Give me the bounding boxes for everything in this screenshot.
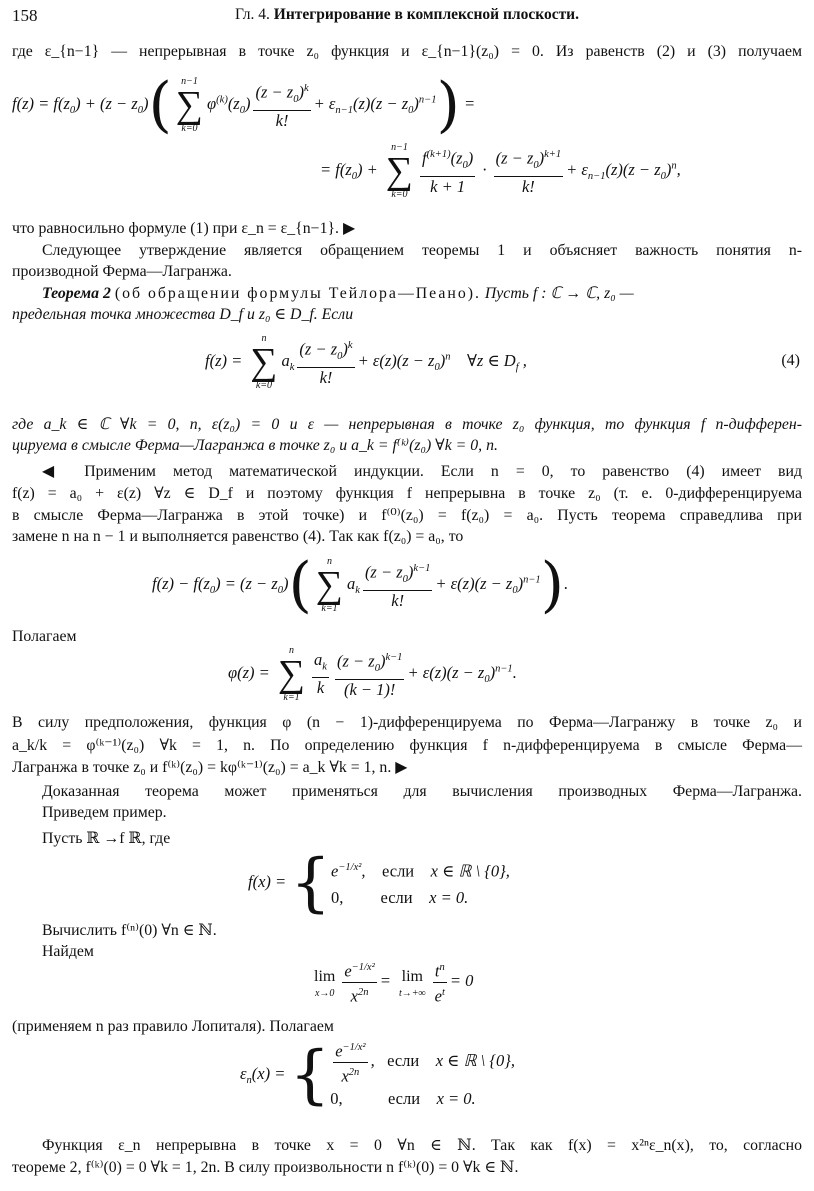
theorem-text: Пусть f : ℂ → ℂ, z₀ — (484, 285, 634, 302)
page-number: 158 (12, 6, 38, 25)
formula-difference: $f(z) - f(z_0) = (z - z_0)$( n ∑ k=1 $a_k$ $\frac{(z - z_0)^{k-1}}{k!}$ + $\varepsilon(z)(z - z_0)^{n-1}$). (152, 550, 569, 620)
text-line: ◀ Применим метод математической индукции. Если n = 0, то равенство (4) имеет вид (42, 463, 802, 480)
theorem-text: предельная точка множества D_f и z₀ ∈ D_f. Если (12, 306, 354, 323)
formula-epsilon-n: $\varepsilon_n(x)$ = { $\frac{e^{-1/x^2}}{x^{2n}}$ , если x ∈ ℝ \ {0}, 0, если x = 0. (240, 1038, 515, 1112)
text-line: Доказанная теорема может применяться для вычисления производных Ферма—Лагранжа. (42, 783, 802, 800)
formula-f-definition: f(x) = { $e^{-1/x^2}$, если x ∈ ℝ \ {0}, 0, если x = 0. (248, 846, 510, 920)
theorem-text: где a_k ∈ ℂ ∀k = 0, n, ε(z₀) = 0 и ε — непрерывная в точке z₀ функция, то функция f n-дифферен- (12, 416, 802, 433)
text-line: Вычислить f⁽ⁿ⁾(0) ∀n ∈ ℕ. (42, 922, 217, 939)
formula-limit: lim x→0 $\frac{e^{-1/x^2}}{x^{2n}}$ = lim t→+∞ $\frac{t^n}{e^t}$ = 0 (310, 958, 473, 1006)
case-value: 0, (331, 887, 344, 907)
text-line: Пусть ℝ →f ℝ, где (42, 830, 171, 847)
text-line: Лагранжа в точке z₀ и f⁽ᵏ⁾(z₀) = kφ⁽ᵏ⁻¹⁾(z₀) = a_k ∀k = 1, n. ▶ (12, 759, 408, 776)
running-header (12, 6, 802, 28)
text-line: Приведем пример. (42, 804, 167, 821)
theorem-header (12, 284, 802, 304)
text-line: a_k/k = φ⁽ᵏ⁻¹⁾(z₀) ∀k = 1, n. По определению функция f n-дифференцируема в смысле Ферма— (12, 737, 802, 754)
theorem-label: Теорема 2 (42, 285, 111, 302)
equation-number: (4) (781, 352, 800, 369)
formula-phi: φ(z) = n ∑ k=1 $\frac{a_k}{k}$ $\frac{(z - z_0)^{k-1}}{(k - 1)!}$ + $\varepsilon(z)(z - z_0)^{n-1}$. (228, 645, 517, 703)
text-line: Следующее утверждение является обращением теоремы 1 и объясняет важность понятия n- (42, 242, 802, 259)
text-line: В силу предположения, функция φ (n − 1)-дифференцируема по Ферма—Лагранжу в точке z₀ и (12, 714, 802, 731)
text-line: производной Ферма—Лагранжа. (12, 263, 232, 280)
text-line: Найдем (42, 943, 94, 960)
case-word: если (380, 887, 413, 907)
text-line: Полагаем (12, 628, 77, 645)
text-line: в смысле Ферма—Лагранжа в этой точке) и f⁽⁰⁾(z₀) = f(z₀) = a₀. Пусть теорема справедлива при (12, 507, 802, 524)
text-line: где ε_{n−1} — непрерывная в точке z₀ функция и ε_{n−1}(z₀) = 0. Из равенств (2) и (3) получаем (12, 43, 802, 60)
case-condition: x = 0. (429, 887, 469, 907)
case-word: если (387, 1089, 421, 1108)
case-condition: x ∈ ℝ \ {0}, (430, 861, 510, 881)
chapter-heading (12, 6, 802, 24)
text-line: теореме 2, f⁽ᵏ⁾(0) = 0 ∀k = 1, 2n. В силу произвольности n f⁽ᵏ⁾(0) = 0 ∀k ∈ ℕ. (12, 1159, 519, 1176)
case-word: если (387, 1050, 420, 1070)
text-line: Функция ε_n непрерывна в точке x = 0 ∀n ∈ ℕ. Так как f(x) = x²ⁿε_n(x), то, согласно (42, 1137, 802, 1154)
case-condition: x = 0. (436, 1089, 476, 1108)
case-word: если (382, 861, 415, 881)
text-line: что равносильно формуле (1) при ε_n = ε_{n−1}. ▶ (12, 220, 356, 237)
theorem-title: (об обращении формулы Тейлора—Пеано). (114, 285, 481, 302)
case-value: 0, (330, 1089, 343, 1108)
text-line: замене n на n − 1 и выполняется равенство (4). Так как f(z₀) = a₀, то (12, 528, 464, 545)
text-line: (применяем n раз правило Лопиталя). Полагаем (12, 1018, 334, 1035)
formula-expansion-2: = $f(z_0)$ + n−1 ∑ k=0 $\frac{f^{(k+1)}(z_0)}{k + 1}$ · $\frac{(z - z_0)^{k+1}}{k!}$ + $\varepsilon_{n-1}(z)(z - z_0)^n$, (320, 142, 681, 200)
text-line: f(z) = a₀ + ε(z) ∀z ∈ D_f и поэтому функция f непрерывна в точке z₀ (т. е. 0-дифференцируема (12, 485, 802, 502)
theorem-text: цируема в смысле Ферма—Лагранжа в точке z₀ и a_k = f⁽ᵏ⁾(z₀) ∀k = 0, n. (12, 437, 498, 454)
case-condition: x ∈ ℝ \ {0}, (435, 1050, 515, 1070)
chapter-number: Гл. 4. (234, 6, 270, 23)
formula-expansion-1: $f(z) = f(z_0) + (z - z_0)$( n−1 ∑ k=0 $\varphi^{(k)}(z_0)$ $\frac{(z - z_0)^k}{k!}$ + $\varepsilon_{n-1}(z)(z - z_0)^{n-1}$) = (12, 70, 476, 140)
formula-4: f(z) = n ∑ k=0 $a_k$ $\frac{(z - z_0)^k}{k!}$ + $\varepsilon(z)(z - z_0)^n$ ∀z ∈ $D_f$ , (205, 333, 527, 391)
chapter-title: Интегрирование в комплексной плоскости. (273, 6, 579, 23)
